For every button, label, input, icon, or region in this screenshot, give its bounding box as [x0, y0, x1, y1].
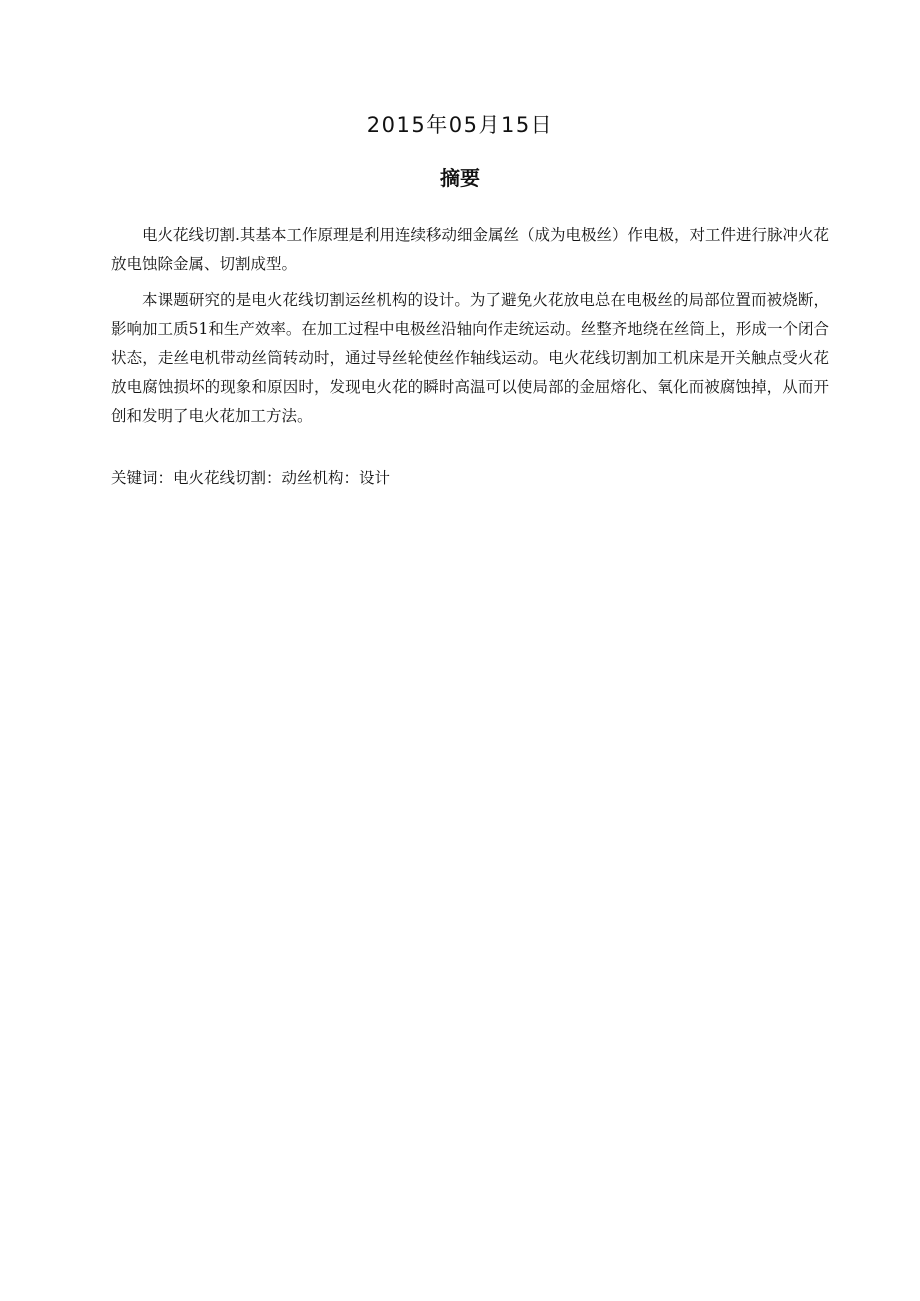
abstract-heading: 摘要	[440, 166, 480, 190]
document-date: 2015年05月15日	[366, 113, 554, 137]
abstract-body	[111, 221, 829, 438]
abstract-paragraph-1: 电火花线切割.其基本工作原理是利用连续移动细金属丝（成为电极丝）作电极，对工件进行脉冲火花放电蚀除金属、切割成型。	[111, 226, 829, 273]
keywords-line: 关键词：电火花线切割：动丝机构：设计	[111, 469, 391, 487]
abstract-paragraph-2: 本课题研究的是电火花线切割运丝机构的设计。为了避免火花放电总在电极丝的局部位置而被烧断，影响加工质51和生产效率。在加工过程中电极丝沿轴向作走统运动。丝整齐地绕在丝筒上，形成一个闭合状态，走丝电机带动丝筒转动时，通过导丝轮使丝作轴线运动。电火花线切割加工机床是开关触点受火花放电腐蚀损坏的现象和原因时，发现电火花的瞬时高温可以使局部的金屈熔化、氧化而被腐蚀掉，从而开创和发明了电火花加工方法。	[111, 291, 829, 425]
